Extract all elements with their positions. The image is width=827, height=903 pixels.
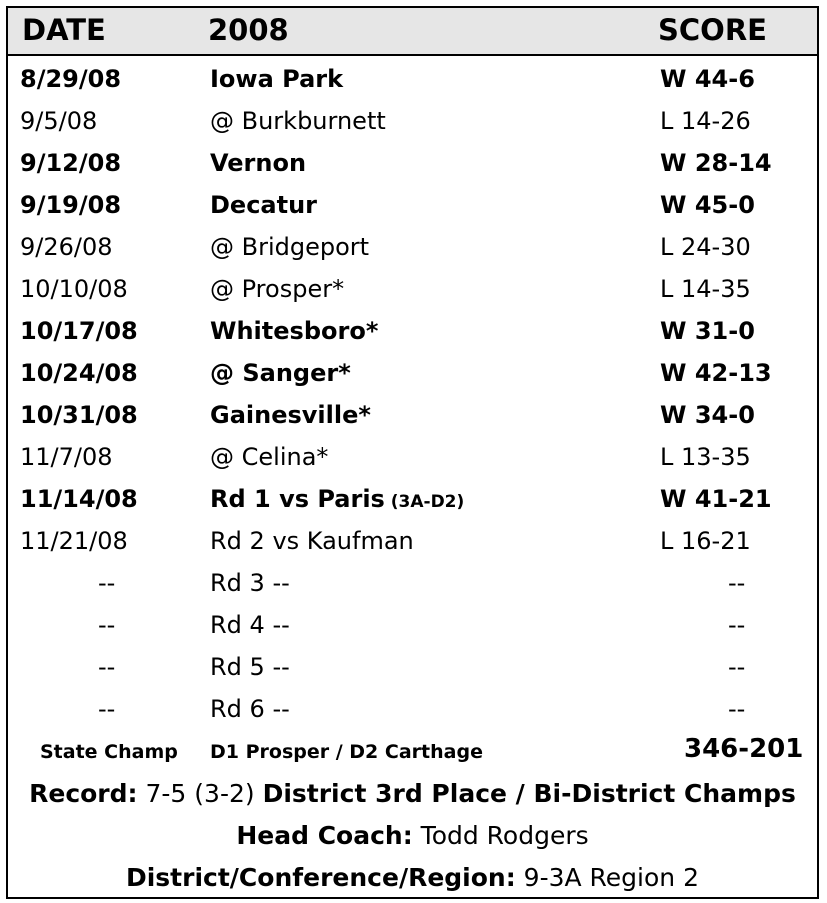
- game-date: 9/12/08: [20, 149, 122, 177]
- coach-label: Head Coach:: [236, 821, 413, 850]
- game-opponent: [210, 226, 369, 268]
- game-date: 10/10/08: [20, 275, 128, 303]
- game-date: --: [98, 653, 116, 681]
- record-note: District 3rd Place / Bi-District Champs: [262, 779, 796, 808]
- opponent-name: Decatur: [210, 191, 318, 219]
- game-opponent: [210, 688, 290, 730]
- game-date: 9/19/08: [20, 191, 122, 219]
- table-row: [8, 436, 817, 478]
- game-score: L 16-21: [660, 527, 751, 555]
- game-score: W 44-6: [660, 65, 755, 93]
- table-row: [8, 688, 817, 730]
- game-date: 11/14/08: [20, 485, 138, 513]
- game-date: 10/31/08: [20, 401, 138, 429]
- opponent-name: Vernon: [210, 149, 307, 177]
- record-label: Record:: [29, 779, 138, 808]
- game-opponent: [210, 604, 290, 646]
- state-champ-row: [8, 732, 817, 772]
- record-line: [8, 774, 817, 814]
- table-row: [8, 478, 817, 520]
- coach-value: Todd Rodgers: [420, 821, 589, 850]
- game-opponent: [210, 352, 351, 394]
- table-row: [8, 142, 817, 184]
- table-row: [8, 352, 817, 394]
- opponent-name: @ Sanger*: [210, 359, 351, 387]
- district-line: [8, 858, 817, 898]
- game-date: 10/24/08: [20, 359, 138, 387]
- table-row: [8, 268, 817, 310]
- game-score: --: [728, 695, 746, 723]
- game-date: 9/5/08: [20, 107, 98, 135]
- state-champ-label: State Champ: [40, 741, 178, 763]
- table-row: [8, 604, 817, 646]
- game-opponent: [210, 646, 290, 688]
- game-score: W 28-14: [660, 149, 772, 177]
- opponent-name: Rd 6 --: [210, 695, 290, 723]
- game-date: 10/17/08: [20, 317, 138, 345]
- season-total-score: 346-201: [684, 734, 804, 764]
- opponent-name: Gainesville*: [210, 401, 371, 429]
- district-label: District/Conference/Region:: [125, 863, 516, 892]
- record-value: 7-5 (3-2): [145, 779, 255, 808]
- game-date: 11/21/08: [20, 527, 128, 555]
- opponent-name: Rd 4 --: [210, 611, 290, 639]
- score-column-header: SCORE: [658, 13, 767, 47]
- season-column-header: 2008: [208, 13, 289, 47]
- table-row: [8, 646, 817, 688]
- district-value: 9-3A Region 2: [523, 863, 699, 892]
- game-score: W 45-0: [660, 191, 755, 219]
- game-score: --: [728, 653, 746, 681]
- game-opponent: [210, 520, 414, 562]
- game-date: --: [98, 611, 116, 639]
- opponent-name: Rd 3 --: [210, 569, 290, 597]
- game-date: --: [98, 695, 116, 723]
- opponent-name: @ Bridgeport: [210, 233, 370, 261]
- table-row: [8, 310, 817, 352]
- game-opponent: [210, 184, 317, 226]
- game-opponent: [210, 100, 386, 142]
- table-row: [8, 226, 817, 268]
- game-opponent: [210, 436, 328, 478]
- opponent-name: Rd 5 --: [210, 653, 290, 681]
- game-score: W 31-0: [660, 317, 755, 345]
- state-champ-value: D1 Prosper / D2 Carthage: [210, 741, 483, 763]
- opponent-name: Rd 1 vs Paris: [210, 485, 385, 513]
- game-opponent: [210, 478, 464, 523]
- game-opponent: [210, 562, 290, 604]
- game-score: L 13-35: [660, 443, 751, 471]
- game-date: --: [98, 569, 116, 597]
- table-row: [8, 520, 817, 562]
- game-opponent: [210, 310, 378, 352]
- table-row: [8, 394, 817, 436]
- game-date: 8/29/08: [20, 65, 122, 93]
- game-date: 11/7/08: [20, 443, 113, 471]
- coach-line: [8, 816, 817, 856]
- opponent-name: Rd 2 vs Kaufman: [210, 527, 414, 555]
- opponent-name: Iowa Park: [210, 65, 344, 93]
- table-row: [8, 100, 817, 142]
- table-row: [8, 562, 817, 604]
- game-score: W 42-13: [660, 359, 772, 387]
- game-score: L 14-26: [660, 107, 751, 135]
- opponent-name: Whitesboro*: [210, 317, 379, 345]
- schedule-sheet: [6, 6, 819, 899]
- game-date: 9/26/08: [20, 233, 113, 261]
- date-column-header: DATE: [22, 13, 106, 47]
- game-opponent: [210, 268, 344, 310]
- game-opponent: [210, 142, 306, 184]
- game-score: W 41-21: [660, 485, 772, 513]
- opponent-classification-note: (3A-D2): [384, 492, 465, 512]
- game-score: W 34-0: [660, 401, 755, 429]
- table-header: [8, 8, 817, 56]
- game-score: --: [728, 611, 746, 639]
- game-opponent: [210, 394, 371, 436]
- game-score: L 14-35: [660, 275, 751, 303]
- table-row: [8, 58, 817, 100]
- opponent-name: @ Celina*: [210, 443, 329, 471]
- opponent-name: @ Burkburnett: [210, 107, 386, 135]
- opponent-name: @ Prosper*: [210, 275, 345, 303]
- table-row: [8, 184, 817, 226]
- game-opponent: [210, 58, 343, 100]
- game-score: --: [728, 569, 746, 597]
- game-score: L 24-30: [660, 233, 751, 261]
